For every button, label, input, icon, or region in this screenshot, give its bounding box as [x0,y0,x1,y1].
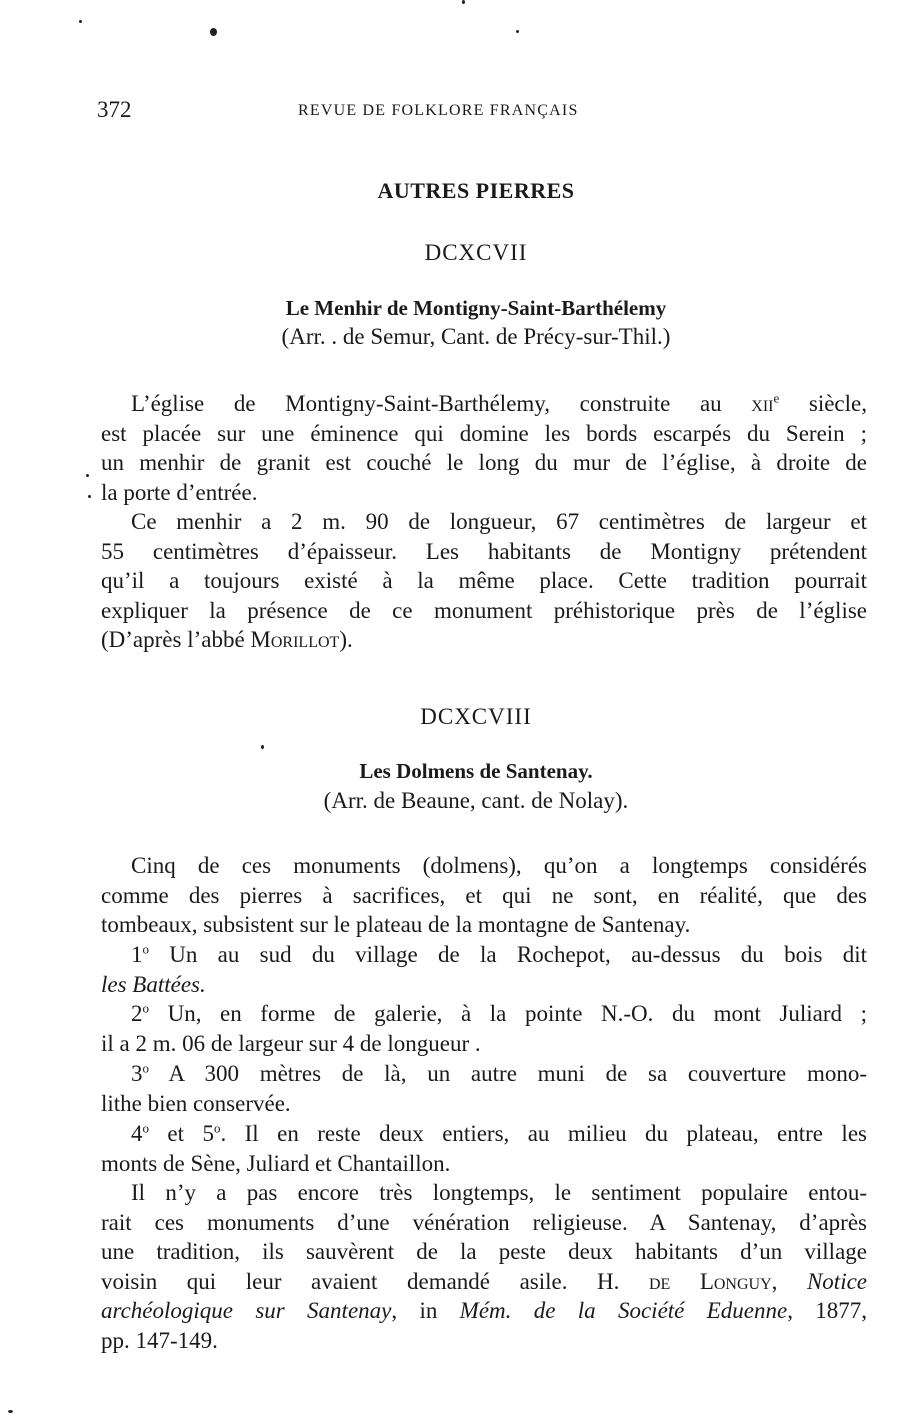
text-line: Cinq de ces monuments (dolmens), qu’on a longtemps considérés [131,853,867,878]
text-line: (D’après l’abbé Morillot). [101,627,353,653]
text-line: il a 2 m. 06 de largeur sur 4 de longueur . [101,1030,481,1056]
text-line: Ce menhir a 2 m. 90 de longueur, 67 centimètres de largeur et [131,509,867,534]
text-line: voisin qui leur avaient demandé asile. H. de Longuy, Notice [101,1268,868,1294]
scan-speck [462,0,465,4]
paragraph [101,389,867,507]
list-item [101,1059,867,1118]
entry-number: DCXCVIII [420,704,532,729]
text-line: pp. 147-149. [101,1327,218,1353]
scan-speck [88,495,91,498]
text-line: 55 centimètres d’épaisseur. Les habitants de Montigny prétendent [101,538,867,564]
list-item [101,999,867,1058]
entry-subtitle: (Arr. . de Semur, Cant. de Précy-sur-Thil.) [281,324,671,349]
text-line: L’église de Montigny-Saint-Barthélemy, construite au xii$^e$ siècle, [131,390,867,416]
text-line: rait ces monuments d’une vénération religieuse. A Santenay, d’après [101,1209,867,1235]
scan-speck [8,1410,13,1413]
text-line: 2$^o$ Un, en forme de galerie, à la pointe N.-O. du mont Juliard ; [131,1000,867,1026]
paragraph [101,851,867,940]
text-line: 3$^o$ A 300 mètres de là, un autre muni de sa couverture mono- [131,1060,867,1086]
list-item [101,940,867,999]
text-line: comme des pierres à sacrifices, et qui ne sont, en réalité, que des [101,882,867,908]
page-number: 372 [97,97,132,122]
text-line: la porte d’entrée. [101,479,258,505]
text-line: un menhir de granit est couché le long du mur de l’église, à droite de [101,450,867,476]
entry-title: Les Dolmens de Santenay. [359,759,593,783]
text-line: monts de Sène, Juliard et Chantaillon. [101,1150,451,1176]
scan-speck [79,20,82,23]
text-line: expliquer la présence de ce monument préhistorique près de l’église [101,597,867,623]
paragraph [101,507,867,655]
journal-title: REVUE DE FOLKLORE FRANÇAIS [298,102,579,119]
text-line: 1$^o$ Un au sud du village de la Rochepot, au-dessus du bois dit [131,941,867,967]
text-line: archéologique sur Santenay, in Mém. de la Société Eduenne, 1877, [101,1298,868,1324]
entry-subtitle: (Arr. de Beaune, cant. de Nolay). [323,788,629,813]
text-line: lithe bien conservée. [101,1090,291,1116]
running-header [97,97,860,127]
scan-speck [86,474,89,477]
text-line: qu’il a toujours existé à la même place. Cette tradition pourrait [101,568,867,594]
text-line: tombeaux, subsistent sur le plateau de la montagne de Santenay. [101,912,691,938]
text-line: une tradition, ils sauvèrent de la peste deux habitants d’un village [101,1239,867,1265]
paragraph [101,1178,867,1356]
section-heading: AUTRES PIERRES [377,178,575,203]
scan-speck [210,28,217,36]
list-item [101,1119,867,1178]
text-line: 4$^o$ et 5$^o$. Il en reste deux entiers, au milieu du plateau, entre les [131,1120,867,1146]
scan-speck [516,30,519,33]
text-line: Il n’y a pas encore très longtemps, le sentiment populaire entou- [131,1180,867,1205]
entry-number: DCXCVII [424,240,528,265]
entry-title: Le Menhir de Montigny-Saint-Barthélemy [285,296,667,320]
text-line: est placée sur une éminence qui domine les bords escarpés du Serein ; [101,420,867,446]
scan-speck [261,745,264,749]
text-line: les Battées. [101,971,206,997]
